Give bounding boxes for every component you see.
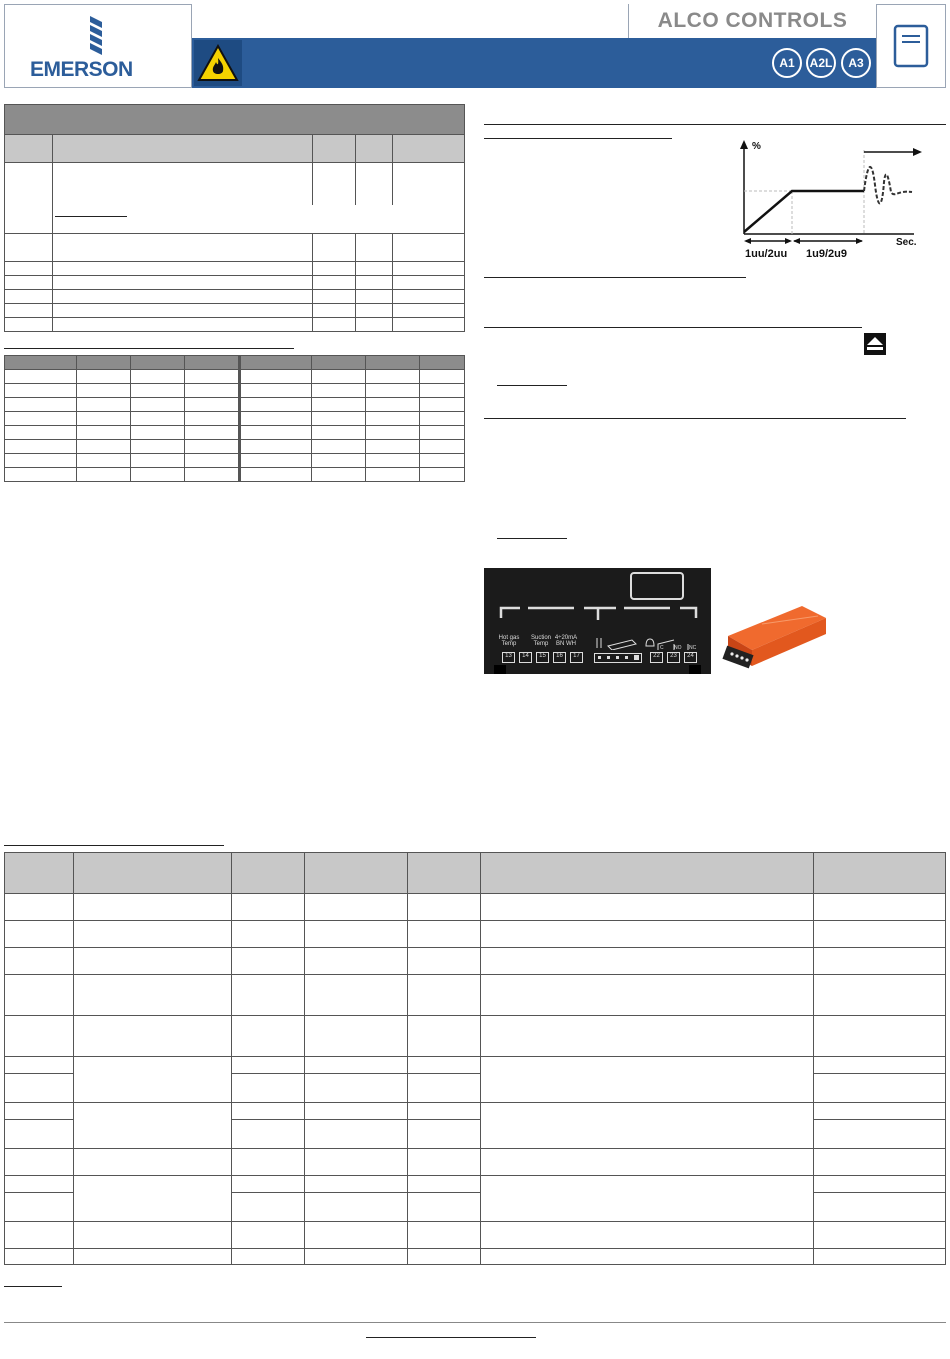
table-row <box>5 412 465 426</box>
logo-cell <box>4 4 192 88</box>
underline <box>55 216 127 217</box>
table-row <box>5 1222 946 1249</box>
footer-rule <box>4 1322 946 1323</box>
table-row <box>5 1016 946 1057</box>
terminal-block-photo <box>484 568 711 674</box>
y-axis-arrow <box>740 140 748 149</box>
series-oscillation <box>864 167 912 203</box>
terminal-cover-outline <box>630 572 684 600</box>
x-axis-label: Sec. <box>896 237 917 248</box>
programming-key-photo <box>722 602 830 674</box>
section-rule <box>484 124 946 125</box>
segment-label-1: 1uu/2uu <box>745 248 788 260</box>
spec-table <box>4 104 465 332</box>
terminal-number: 24 <box>684 652 697 663</box>
table-row <box>5 975 946 1016</box>
terminal-number: 15 <box>536 652 549 663</box>
terminal-bracket-lines <box>484 602 711 632</box>
underline <box>4 1286 62 1287</box>
parameter-table <box>4 355 465 482</box>
table-row <box>5 1057 946 1074</box>
underline <box>497 538 567 539</box>
terminal-group-label: Suction Temp <box>530 635 551 647</box>
table-row <box>5 1249 946 1265</box>
table-row <box>5 290 465 304</box>
table-row <box>5 304 465 318</box>
table-row <box>5 398 465 412</box>
document-icon <box>893 24 929 68</box>
table-row <box>5 1149 946 1176</box>
table-row <box>5 1176 946 1193</box>
table-row <box>5 440 465 454</box>
section-rule <box>4 845 224 846</box>
refrigerant-badge-a2l: A2L <box>806 48 836 78</box>
wiring-table <box>4 852 946 1265</box>
table-row <box>5 384 465 398</box>
terminal-number: 17 <box>570 652 583 663</box>
footer-link-underline <box>366 1337 536 1338</box>
table-row <box>5 234 465 262</box>
terminal-number: 13 <box>502 652 515 663</box>
relay-label: C <box>660 645 664 651</box>
terminal-number: 14 <box>519 652 532 663</box>
table-row <box>5 276 465 290</box>
table-row <box>5 262 465 276</box>
terminal-number: 22 <box>650 652 663 663</box>
relay-label: NC <box>689 645 697 651</box>
product-line: ALCO CONTROLS <box>628 4 876 38</box>
y-axis-label: % <box>752 141 761 152</box>
terminal-group-label: Hot gas Temp <box>498 635 520 647</box>
relay-label: NO <box>674 645 682 651</box>
refrigerant-badge-a1: A1 <box>772 48 802 78</box>
section-rule <box>484 418 906 419</box>
section-rule <box>484 138 672 139</box>
terminal-number: 16 <box>553 652 566 663</box>
table-row <box>5 894 946 921</box>
terminal-group-label: 4÷20mA BN WH <box>554 635 578 647</box>
table-row <box>5 921 946 948</box>
table-row <box>5 318 465 332</box>
table-row <box>5 426 465 440</box>
table-row <box>5 454 465 468</box>
flammable-warning-icon <box>197 44 239 82</box>
section-rule <box>484 327 862 328</box>
programming-port <box>594 653 642 663</box>
refrigerant-badge-a3: A3 <box>841 48 871 78</box>
table-row <box>5 370 465 384</box>
flammable-warning <box>194 40 242 86</box>
segment-label-2: 1u9/2u9 <box>806 248 847 260</box>
brand-name: EMERSON <box>30 58 133 81</box>
table-row <box>5 468 465 482</box>
underline <box>497 385 567 386</box>
terminal-number: 23 <box>667 652 680 663</box>
emerson-logo-icon <box>74 16 118 60</box>
table-row <box>5 1103 946 1120</box>
up-arrow-key-icon <box>864 333 886 355</box>
temperature-probe-icon <box>594 636 644 650</box>
section-rule <box>484 277 746 278</box>
continuation-arrow <box>913 148 922 156</box>
table-row <box>5 948 946 975</box>
document-icon-cell <box>876 4 946 88</box>
series-line <box>744 191 864 232</box>
section-rule <box>4 348 294 349</box>
